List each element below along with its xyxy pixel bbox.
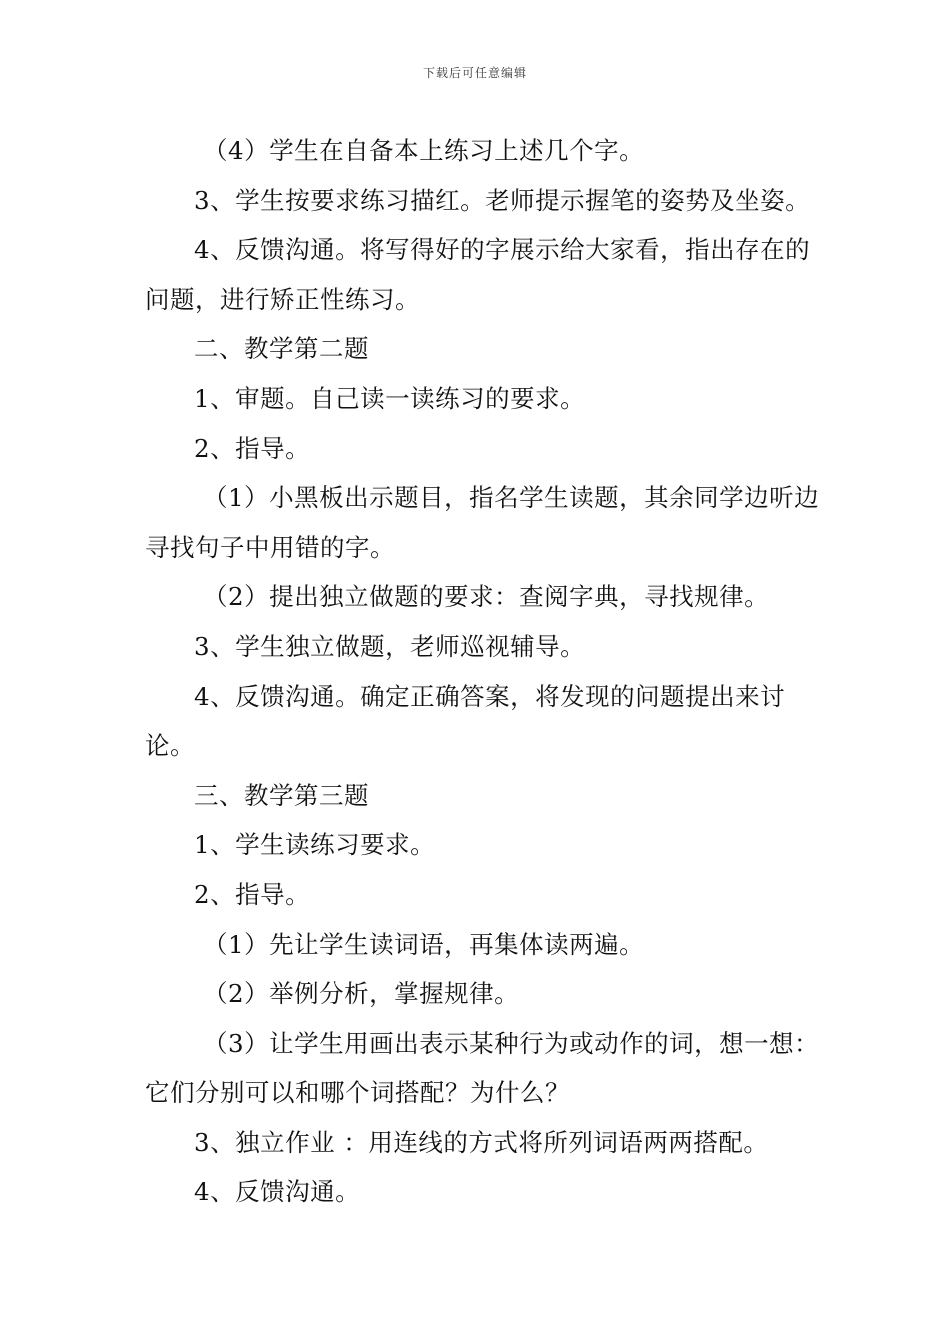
paragraph: （1）先让学生读词语，再集体读两遍。 (203, 929, 645, 959)
page-header: 下载后可任意编辑 (422, 66, 527, 80)
paragraph: 1、审题。自己读一读练习的要求。 (194, 383, 586, 413)
paragraph: 4、反馈沟通。将写得好的字展示给大家看，指出存在的问题，进行矫正性练习。 (145, 235, 811, 314)
paragraph: 4、反馈沟通。确定正确答案，将发现的问题提出来讨论。 (145, 681, 786, 761)
paragraph: （4）学生在自备本上练习上述几个字。 (203, 136, 645, 165)
paragraph: （2）举例分析，掌握规律。 (203, 979, 520, 1009)
paragraph: 2、指导。 (194, 433, 311, 463)
section-heading: 二、教学第二题 (194, 334, 369, 364)
paragraph: 3、独立作业 ：用连线的方式将所列词语两两搭配。 (194, 1127, 769, 1157)
paragraph: （2）提出独立做题的要求：查阅字典，寻找规律。 (203, 582, 770, 612)
document-body (145, 126, 825, 1217)
paragraph: 1、学生读练习要求。 (194, 830, 436, 860)
paragraph: （1）小黑板出示题目，指名学生读题，其余同学边听边寻找句子中用错的字。 (145, 483, 820, 562)
paragraph: 3、学生独立做题，老师巡视辅导。 (194, 631, 586, 661)
paragraph: （3）让学生用画出表示某种行为或动作的词，想一想：它们分别可以和哪个词搭配？为什么？ (145, 1028, 820, 1108)
paragraph: 3、学生按要求练习描红。老师提示握笔的姿势及坐姿。 (194, 185, 811, 215)
section-heading: 三、教学第三题 (194, 780, 369, 810)
paragraph: 2、指导。 (194, 879, 311, 909)
paragraph: 4、反馈沟通。 (194, 1177, 361, 1207)
